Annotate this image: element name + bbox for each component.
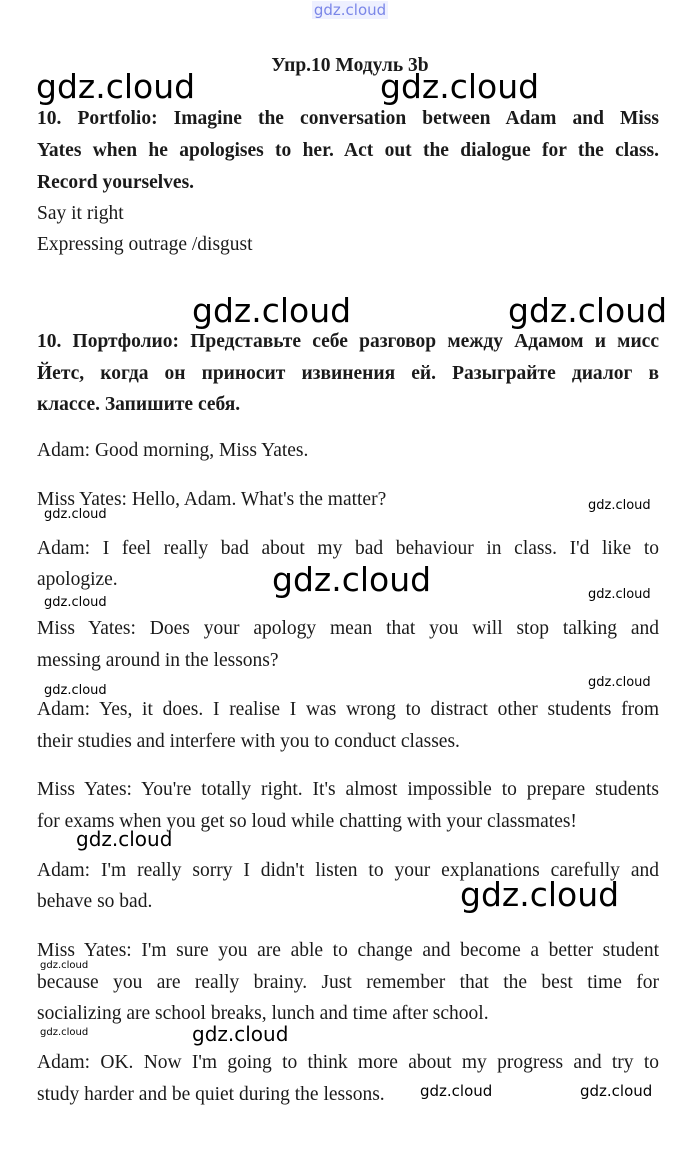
dialogue-line: apologize. bbox=[37, 569, 118, 590]
watermark: gdz.cloud bbox=[588, 498, 651, 513]
exercise-title: Упр.10 Модуль 3b bbox=[271, 55, 429, 76]
dialogue-line: socializing are school breaks, lunch and time after school. bbox=[37, 1003, 489, 1024]
watermark: gdz.cloud bbox=[460, 875, 620, 914]
watermark: gdz.cloud bbox=[40, 1027, 89, 1038]
dialogue-line: behave so bad. bbox=[37, 891, 153, 912]
dialogue-line: Miss Yates: You're totally right. It's almost impossible to prepare students bbox=[37, 779, 659, 800]
task-ru-line-1: 10. Портфолио: Представьте себе разговор между Адамом и мисс bbox=[37, 331, 659, 352]
task-ru-line-3: классе. Запишите себя. bbox=[37, 394, 241, 415]
watermark: gdz.cloud bbox=[272, 560, 432, 599]
task-en-line-1: 10. Portfolio: Imagine the conversation between Adam and Miss bbox=[37, 108, 659, 129]
dialogue-line: for exams when you get so loud while chatting with your classmates! bbox=[37, 811, 577, 832]
dialogue-line: Adam: I feel really bad about my bad behaviour in class. I'd like to bbox=[37, 538, 659, 559]
dialogue-line: Adam: OK. Now I'm going to think more about my progress and try to bbox=[37, 1052, 659, 1073]
dialogue-line: study harder and be quiet during the lessons. bbox=[37, 1084, 385, 1105]
watermark: gdz.cloud bbox=[76, 827, 173, 851]
watermark: gdz.cloud bbox=[192, 291, 352, 330]
watermark: gdz.cloud bbox=[40, 960, 89, 971]
dialogue-line: Adam: Yes, it does. I realise I was wrong to distract other students from bbox=[37, 699, 659, 720]
dialogue-line: because you are really brainy. Just remember that the best time for bbox=[37, 972, 659, 993]
watermark: gdz.cloud bbox=[588, 675, 651, 690]
watermark: gdz.cloud bbox=[44, 595, 107, 610]
watermark: gdz.cloud bbox=[192, 1022, 289, 1046]
dialogue-line: messing around in the lessons? bbox=[37, 650, 279, 671]
dialogue-line: Miss Yates: Does your apology mean that you will stop talking and bbox=[37, 618, 659, 639]
note-say-it-right: Say it right bbox=[37, 203, 124, 224]
dialogue-line: their studies and interfere with you to conduct classes. bbox=[37, 731, 460, 752]
note-expressing-outrage: Expressing outrage /disgust bbox=[37, 234, 253, 255]
dialogue-line: Adam: I'm really sorry I didn't listen to your explanations carefully and bbox=[37, 860, 659, 881]
dialogue-line: Adam: Good morning, Miss Yates. bbox=[37, 440, 309, 461]
task-en-line-3: Record yourselves. bbox=[37, 172, 195, 193]
dialogue-line: Miss Yates: I'm sure you are able to change and become a better student bbox=[37, 940, 659, 961]
dialogue-line: Miss Yates: Hello, Adam. What's the matter? bbox=[37, 489, 387, 510]
watermark: gdz.cloud bbox=[44, 507, 107, 522]
watermark: gdz.cloud bbox=[580, 1082, 653, 1100]
watermark: gdz.cloud bbox=[508, 291, 668, 330]
task-ru-line-2: Йетс, когда он приносит извинения ей. Разыграйте диалог в bbox=[37, 363, 659, 384]
task-en-line-2: Yates when he apologises to her. Act out the dialogue for the class. bbox=[37, 140, 659, 161]
watermark: gdz.cloud bbox=[36, 67, 196, 106]
watermark: gdz.cloud bbox=[420, 1082, 493, 1100]
watermark: gdz.cloud bbox=[588, 587, 651, 602]
watermark: gdz.cloud bbox=[380, 67, 540, 106]
watermark: gdz.cloud bbox=[44, 683, 107, 698]
site-watermark-top: gdz.cloud bbox=[313, 1, 387, 19]
